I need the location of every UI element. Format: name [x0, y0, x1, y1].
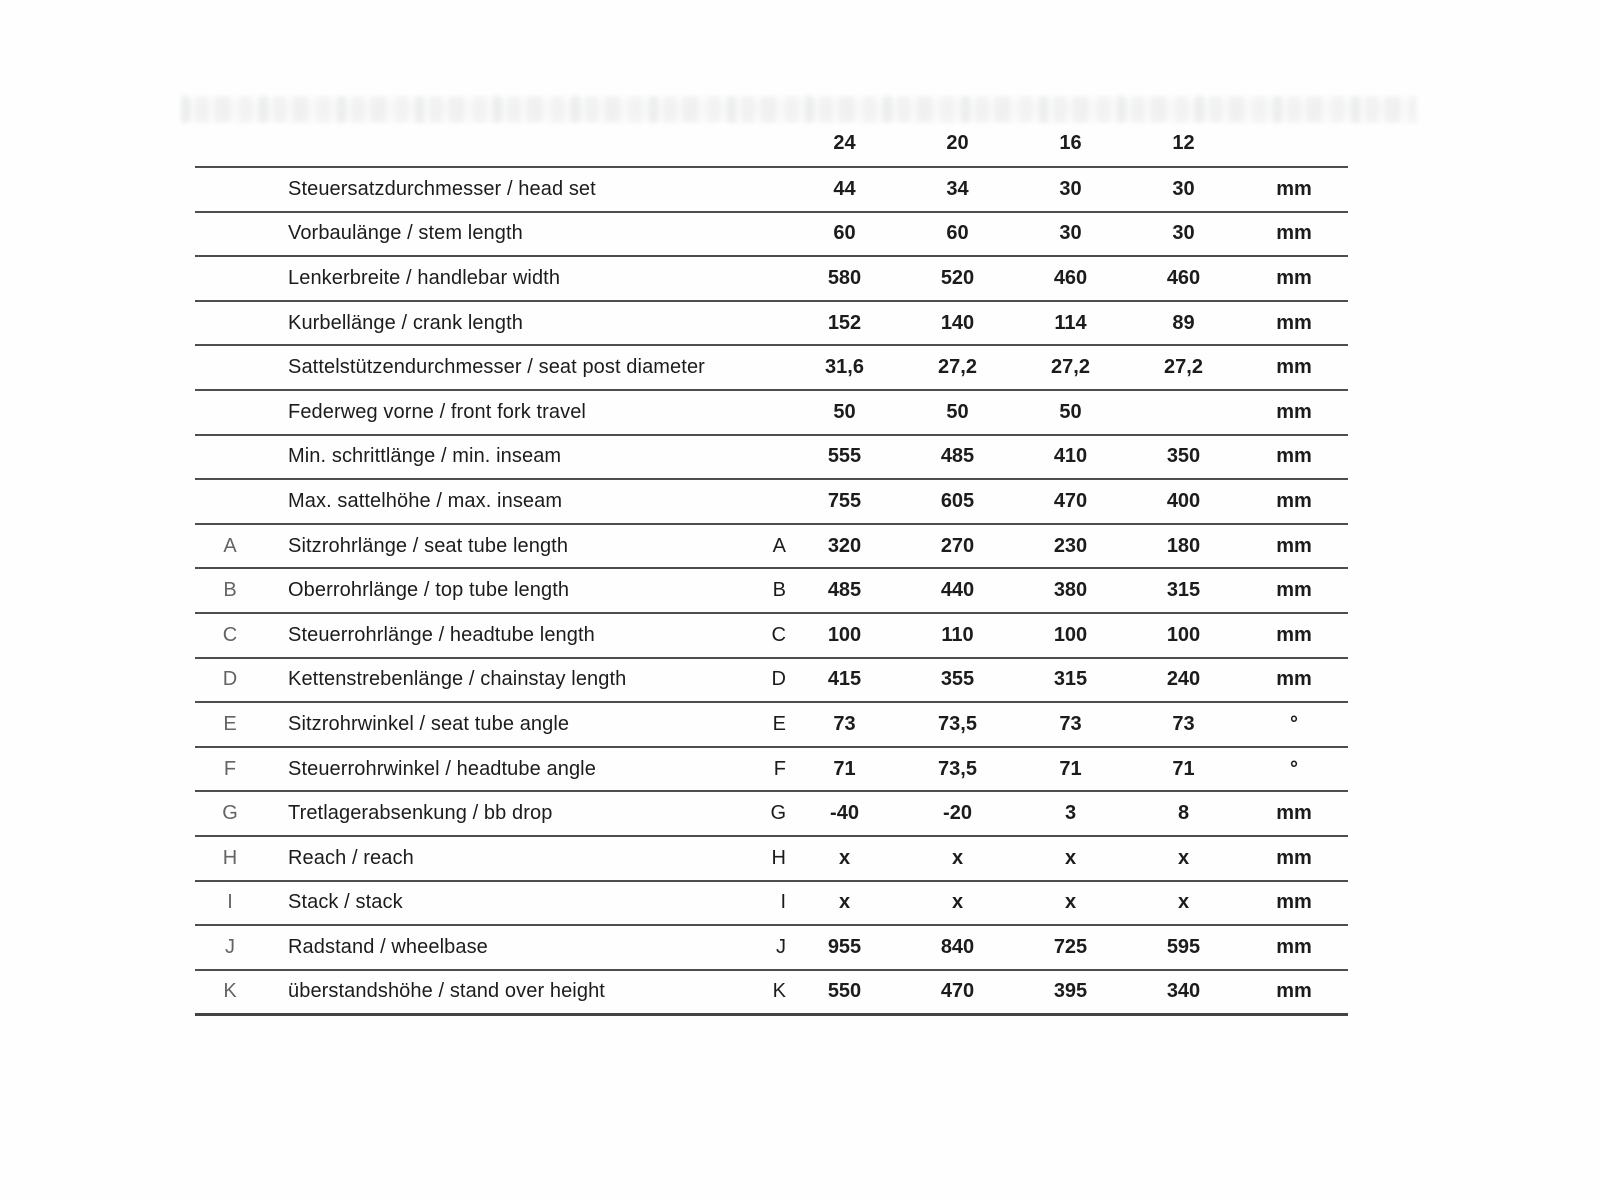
row-value-24: x	[838, 846, 851, 869]
header-size-24: 24	[833, 132, 856, 154]
table-row	[195, 657, 1348, 702]
row-margin-letter: G	[222, 802, 238, 825]
row-unit: mm	[1276, 846, 1312, 869]
row-margin-letter: C	[222, 623, 238, 646]
row-value-12: 27,2	[1164, 356, 1203, 379]
row-value-16: 3	[1064, 802, 1077, 825]
row-unit: mm	[1276, 489, 1312, 512]
header-size-16: 16	[1059, 132, 1082, 154]
table-row	[195, 790, 1348, 835]
row-unit: mm	[1276, 266, 1312, 289]
table-row	[195, 344, 1348, 389]
row-value-20: 470	[940, 980, 975, 1003]
row-value-20: 485	[940, 445, 975, 468]
row-inner-letter: E	[772, 712, 786, 735]
row-value-12: 8	[1177, 802, 1190, 825]
row-inner-letter: F	[773, 757, 786, 780]
row-value-12: x	[1177, 846, 1190, 869]
row-unit: mm	[1276, 891, 1312, 914]
row-value-20: 355	[940, 668, 975, 691]
row-value-20: 440	[940, 579, 975, 602]
row-inner-letter: C	[771, 623, 786, 646]
row-unit: mm	[1276, 802, 1312, 825]
row-value-16: 315	[1053, 668, 1088, 691]
row-label: Steuerrohrlänge / headtube length	[288, 623, 595, 646]
row-value-24: 44	[833, 177, 856, 200]
row-margin-letter: H	[222, 846, 238, 869]
row-value-12: 100	[1166, 623, 1201, 646]
row-unit: mm	[1276, 222, 1312, 245]
row-label: überstandshöhe / stand over height	[288, 980, 605, 1003]
row-margin-letter: J	[225, 935, 235, 958]
row-margin-letter: B	[223, 579, 237, 602]
row-label: Min. schrittlänge / min. inseam	[288, 445, 562, 468]
row-value-12: 340	[1166, 980, 1201, 1003]
row-value-12: 240	[1166, 668, 1201, 691]
geometry-table	[195, 121, 1348, 1016]
row-unit: mm	[1276, 668, 1312, 691]
row-value-24: 50	[833, 400, 856, 423]
row-label: Stack / stack	[288, 891, 403, 914]
row-label: Federweg vorne / front fork travel	[288, 400, 586, 423]
row-value-24: 73	[833, 712, 856, 735]
row-margin-letter: K	[223, 980, 237, 1003]
table-row	[195, 523, 1348, 568]
table-row	[195, 434, 1348, 479]
row-value-24: 955	[827, 935, 862, 958]
table-row	[195, 389, 1348, 434]
row-value-24: x	[838, 891, 851, 914]
row-value-16: x	[1064, 891, 1077, 914]
row-value-12: 400	[1166, 489, 1201, 512]
row-unit: mm	[1276, 311, 1312, 334]
row-value-12: 30	[1172, 177, 1195, 200]
row-value-20: -20	[943, 802, 972, 825]
row-value-16: 50	[1059, 400, 1082, 423]
row-value-16: 380	[1053, 579, 1088, 602]
row-inner-letter: D	[771, 668, 786, 691]
row-value-16: 395	[1053, 980, 1088, 1003]
row-unit: °	[1290, 757, 1298, 780]
row-value-12: 315	[1166, 579, 1201, 602]
row-value-20: 840	[940, 935, 975, 958]
row-label: Max. sattelhöhe / max. inseam	[288, 489, 563, 512]
table-row	[195, 746, 1348, 791]
row-value-20: 605	[940, 489, 975, 512]
row-value-16: 30	[1059, 177, 1082, 200]
row-inner-letter: K	[772, 980, 786, 1003]
row-value-16: 470	[1053, 489, 1088, 512]
table-row	[195, 701, 1348, 746]
row-value-16: 114	[1054, 311, 1087, 334]
row-value-16: 725	[1053, 935, 1088, 958]
row-label: Sitzrohrlänge / seat tube length	[288, 534, 569, 557]
row-unit: mm	[1276, 579, 1312, 602]
row-value-16: 410	[1053, 445, 1088, 468]
row-value-24: 60	[833, 222, 856, 245]
row-unit: mm	[1276, 445, 1312, 468]
row-margin-letter: D	[222, 668, 238, 691]
table-row	[195, 612, 1348, 657]
row-value-20: 110	[941, 623, 974, 646]
row-unit: mm	[1276, 935, 1312, 958]
row-value-24: 555	[827, 445, 862, 468]
row-value-12: 350	[1166, 445, 1201, 468]
table-row	[195, 924, 1348, 969]
row-value-24: 550	[827, 980, 862, 1003]
row-unit: mm	[1276, 400, 1312, 423]
row-unit: mm	[1276, 534, 1312, 557]
row-label: Tretlagerabsenkung / bb drop	[288, 802, 553, 825]
table-row	[195, 211, 1348, 256]
table-row	[195, 880, 1348, 925]
row-label: Kettenstrebenlänge / chainstay length	[288, 668, 627, 691]
row-unit: mm	[1276, 623, 1312, 646]
row-inner-letter: A	[772, 534, 786, 557]
row-unit: mm	[1276, 980, 1312, 1003]
row-value-20: 520	[940, 266, 975, 289]
row-value-24: 31,6	[825, 356, 864, 379]
row-label: Radstand / wheelbase	[288, 935, 488, 958]
row-value-12: 73	[1172, 712, 1195, 735]
row-value-20: 50	[946, 400, 969, 423]
row-label: Oberrohrlänge / top tube length	[288, 579, 570, 602]
row-label: Vorbaulänge / stem length	[288, 222, 523, 245]
table-row	[195, 255, 1348, 300]
row-value-12: 30	[1172, 222, 1195, 245]
row-value-20: 73,5	[938, 712, 977, 735]
row-value-20: 270	[940, 534, 975, 557]
row-unit: mm	[1276, 356, 1312, 379]
header-size-20: 20	[946, 132, 969, 154]
row-label: Sattelstützendurchmesser / seat post diameter	[288, 356, 705, 379]
row-margin-letter: I	[227, 891, 233, 914]
row-unit: °	[1290, 712, 1298, 735]
row-value-20: x	[951, 891, 964, 914]
row-inner-letter: B	[772, 579, 786, 602]
row-label: Lenkerbreite / handlebar width	[288, 266, 561, 289]
header-size-12: 12	[1172, 132, 1195, 154]
row-value-20: 140	[940, 311, 975, 334]
table-row	[195, 835, 1348, 880]
row-value-24: 100	[827, 623, 862, 646]
row-value-24: 71	[833, 757, 856, 780]
row-value-24: 755	[827, 489, 862, 512]
row-label: Kurbellänge / crank length	[288, 311, 523, 334]
row-label: Steuerrohrwinkel / headtube angle	[288, 757, 596, 780]
row-value-20: 27,2	[938, 356, 977, 379]
row-label: Reach / reach	[288, 846, 414, 869]
row-inner-letter: G	[770, 802, 786, 825]
row-inner-letter: J	[776, 935, 786, 958]
row-value-24: 320	[827, 534, 862, 557]
row-value-16: 230	[1053, 534, 1088, 557]
row-margin-letter: E	[223, 712, 237, 735]
blurred-watermark-band	[181, 96, 1417, 123]
row-value-16: 30	[1059, 222, 1082, 245]
row-value-20: x	[951, 846, 964, 869]
row-value-20: 60	[946, 222, 969, 245]
row-value-24: 152	[827, 311, 862, 334]
row-value-16: 100	[1053, 623, 1088, 646]
row-value-12: 71	[1172, 757, 1195, 780]
table-header-row	[195, 121, 1348, 166]
table-row	[195, 166, 1348, 211]
row-value-12: 89	[1172, 311, 1195, 334]
row-value-24: -40	[830, 802, 859, 825]
row-value-24: 485	[827, 579, 862, 602]
row-value-12: 595	[1166, 935, 1201, 958]
row-value-12: 460	[1166, 266, 1201, 289]
table-row	[195, 969, 1348, 1014]
table-row	[195, 567, 1348, 612]
row-inner-letter: I	[780, 891, 786, 914]
row-inner-letter: H	[771, 846, 786, 869]
row-value-20: 73,5	[938, 757, 977, 780]
row-label: Steuersatzdurchmesser / head set	[288, 177, 596, 200]
row-value-16: 27,2	[1051, 356, 1090, 379]
table-row	[195, 478, 1348, 523]
row-value-16: 460	[1053, 266, 1088, 289]
row-value-16: 71	[1059, 757, 1082, 780]
row-value-12: x	[1177, 891, 1190, 914]
row-value-12: 180	[1166, 534, 1201, 557]
row-margin-letter: F	[223, 757, 237, 780]
row-label: Sitzrohrwinkel / seat tube angle	[288, 712, 570, 735]
table-row	[195, 300, 1348, 345]
row-value-24: 415	[827, 668, 862, 691]
row-margin-letter: A	[223, 534, 237, 557]
row-value-16: 73	[1059, 712, 1082, 735]
row-value-16: x	[1064, 846, 1077, 869]
row-value-20: 34	[946, 177, 969, 200]
row-value-24: 580	[827, 266, 862, 289]
row-unit: mm	[1276, 177, 1312, 200]
